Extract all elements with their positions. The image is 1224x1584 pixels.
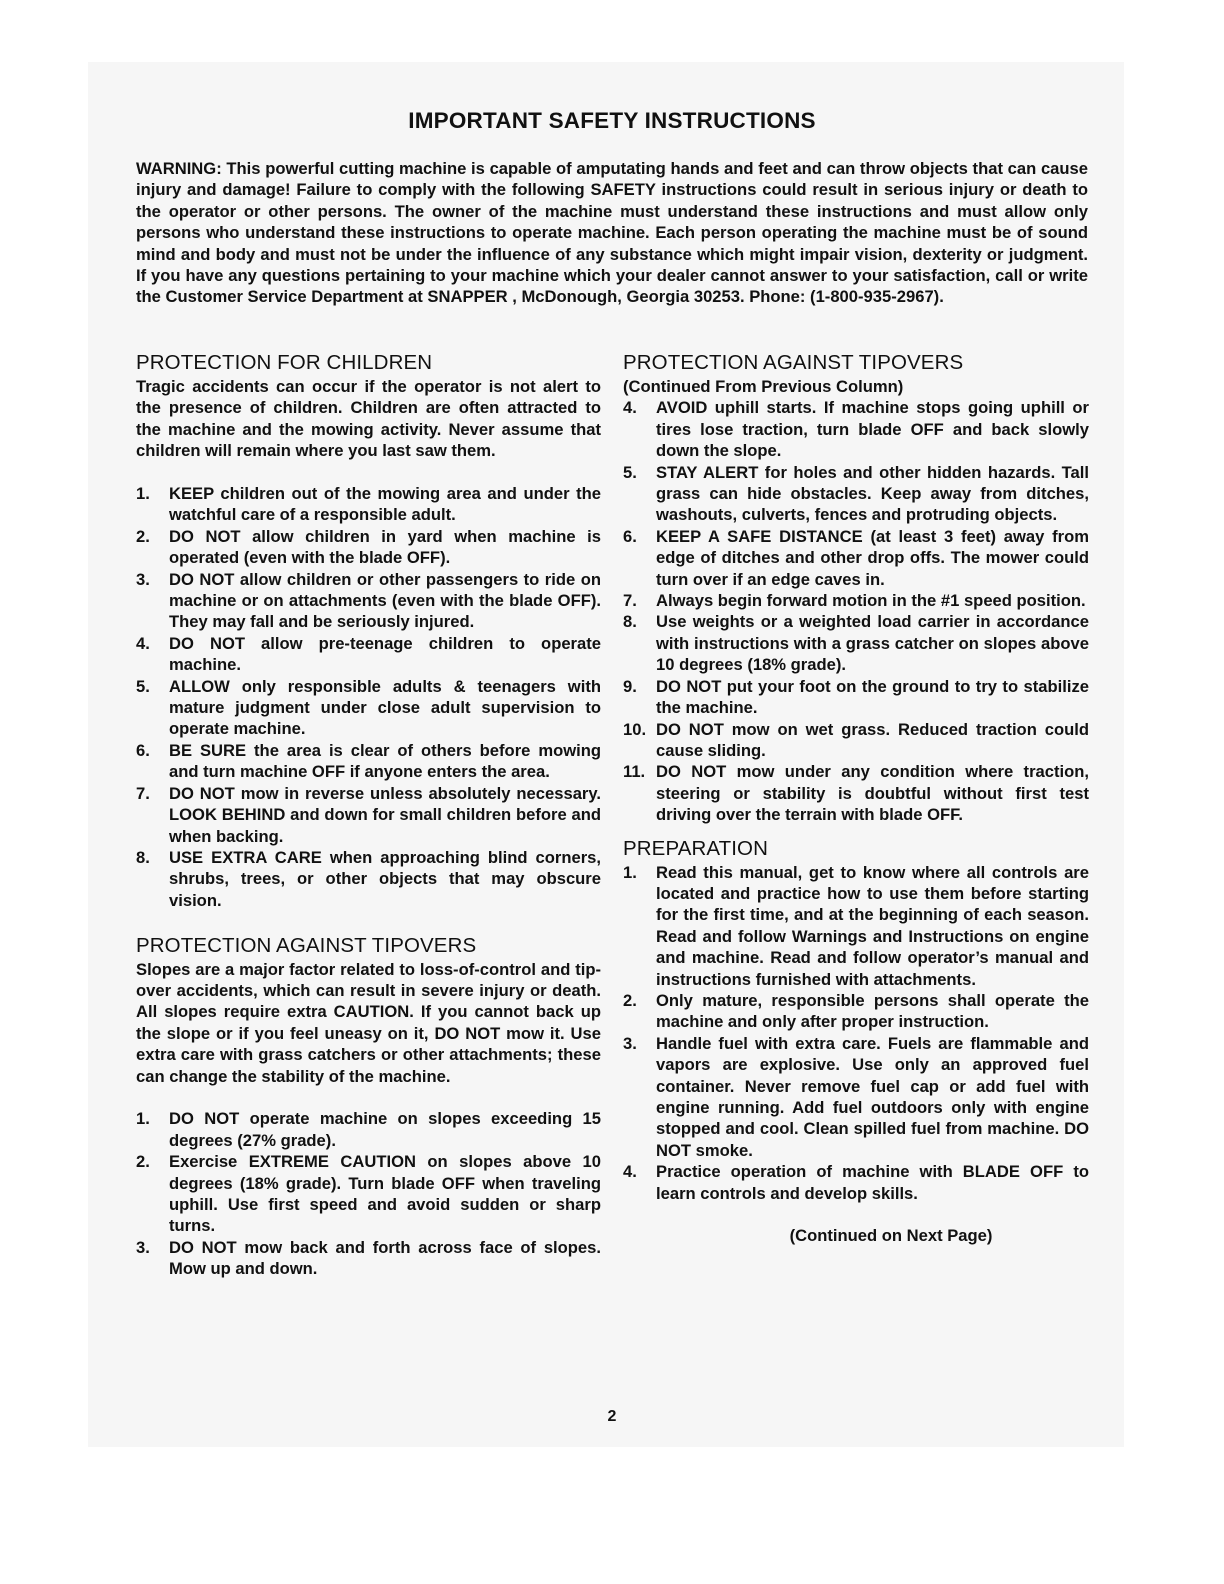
section-heading-tipovers-continued: PROTECTION AGAINST TIPOVERS: [623, 351, 964, 374]
list-item-text: Always begin forward motion in the #1 speed position.: [656, 591, 1086, 611]
list-item-text: STAY ALERT for holes and other hidden hazards. Tall grass can hide obstacles. Keep away from ditches, washouts, culverts, fences and protruding objects.: [656, 462, 1089, 525]
list-item: [623, 590, 1089, 611]
list-item: [623, 1033, 1089, 1161]
list-item: [623, 676, 1089, 719]
list-item-number: 6.: [136, 740, 150, 760]
tipovers-continued-note: (Continued From Previous Column): [623, 377, 904, 396]
list-item: [136, 1108, 601, 1151]
list-item-text: Handle fuel with extra care. Fuels are flammable and vapors are explosive. Use only an approved fuel container. Never remove fuel cap or add fuel with engine running. Add fuel outdoors only with engine stopped and cool. Clean spilled fuel from machine. DO NOT smoke.: [656, 1033, 1089, 1160]
list-item: [136, 740, 601, 783]
list-item-number: 4.: [136, 633, 150, 653]
list-item-number: 10.: [623, 719, 647, 739]
list-item-number: 4.: [623, 1162, 637, 1182]
list-item-text: DO NOT allow children in yard when machine is operated (even with the blade OFF).: [169, 526, 601, 568]
list-item-text: DO NOT mow in reverse unless absolutely necessary. LOOK BEHIND and down for small children before and when backing.: [169, 783, 601, 846]
list-item-text: DO NOT mow back and forth across face of slopes. Mow up and down.: [169, 1237, 601, 1279]
list-item-text: AVOID uphill starts. If machine stops going uphill or tires lose traction, turn blade OFF and back slowly down the slope.: [656, 398, 1089, 461]
tipovers-list: [136, 1108, 601, 1279]
list-item-number: 4.: [623, 398, 637, 418]
list-item-text: DO NOT operate machine on slopes exceeding 15 degrees (27% grade).: [169, 1109, 601, 1150]
list-item-text: DO NOT mow on wet grass. Reduced traction could cause sliding.: [656, 719, 1089, 760]
list-item: [136, 633, 601, 676]
list-item-text: ALLOW only responsible adults & teenagers with mature judgment under close adult supervision to operate machine.: [169, 676, 601, 739]
list-item-number: 5.: [136, 676, 150, 696]
list-item-number: 3.: [136, 1237, 150, 1257]
continued-next-page-note: (Continued on Next Page): [789, 1226, 993, 1246]
list-item-text: Use weights or a weighted load carrier in accordance with instructions with a grass catcher on slopes above 10 degrees (18% grade).: [656, 612, 1089, 675]
list-item-number: 8.: [623, 612, 637, 632]
section-heading-tipovers: PROTECTION AGAINST TIPOVERS: [136, 933, 477, 957]
list-item: [623, 526, 1089, 590]
list-item-number: 6.: [623, 526, 637, 546]
list-item-number: 1.: [136, 1109, 150, 1129]
page-number: 2: [607, 1408, 617, 1425]
children-list: [136, 483, 601, 911]
list-item-number: 9.: [623, 676, 637, 696]
right-column: [623, 350, 1089, 1247]
list-item-number: 7.: [623, 591, 637, 611]
list-item: [136, 569, 601, 633]
list-item-text: KEEP children out of the mowing area and under the watchful care of a responsible adult.: [169, 484, 601, 525]
warning-paragraph: WARNING: This powerful cutting machine is capable of amputating hands and feet and can throw objects that can cause injury and damage! Failure to comply with the following SAFETY instructions could result in serious injury or death to the operator or other persons. The owner of the machine must understand these instructions and must allow only persons who understand these instructions to operate machine. Each person operating the machine must be of sound mind and body and must not be under the influence of any substance which might impair vision, dexterity or judgment. If you have any questions pertaining to your machine which your dealer cannot answer to your satisfaction, call or write the Customer Service Department at SNAPPER , McDonough, Georgia 30253. Phone: (1-800-935-2967).: [136, 159, 1088, 307]
list-item-number: 1.: [623, 862, 637, 882]
list-item-text: DO NOT allow pre-teenage children to operate machine.: [169, 633, 601, 675]
tipovers-intro: Slopes are a major factor related to loss-of-control and tip-over accidents, which can result in severe injury or death. All slopes require extra CAUTION. If you cannot back up the slope or if you feel uneasy on it, DO NOT mow it. Use extra care with grass catchers or other attachments; these can change the stability of the machine.: [136, 959, 601, 1086]
list-item: [623, 761, 1089, 825]
list-item-text: DO NOT put your foot on the ground to try to stabilize the machine.: [656, 676, 1089, 718]
children-intro: Tragic accidents can occur if the operator is not alert to the presence of children. Children are often attracted to the machine and the mowing activity. Never assume that children will remain where you last saw them.: [136, 377, 601, 461]
list-item-number: 2.: [136, 1152, 150, 1172]
list-item: [136, 783, 601, 847]
list-item-number: 2.: [623, 990, 637, 1010]
list-item: [623, 1161, 1089, 1204]
page-title: IMPORTANT SAFETY INSTRUCTIONS: [408, 108, 816, 133]
list-item-text: DO NOT mow under any condition where traction, steering or stability is doubtful without first test driving over the terrain with blade OFF.: [656, 762, 1089, 825]
list-item: [623, 990, 1089, 1033]
list-item: [136, 1237, 601, 1280]
list-item: [623, 719, 1089, 762]
list-item: [623, 862, 1089, 990]
preparation-list: [623, 862, 1089, 1205]
list-item-text: Practice operation of machine with BLADE OFF to learn controls and develop skills.: [656, 1162, 1089, 1203]
list-item-number: 1.: [136, 484, 150, 504]
list-item-number: 11.: [623, 762, 646, 782]
list-item-text: KEEP A SAFE DISTANCE (at least 3 feet) away from edge of ditches and other drop offs. The mower could turn over if an edge caves in.: [656, 526, 1089, 589]
list-item-text: Exercise EXTREME CAUTION on slopes above 10 degrees (18% grade). Turn blade OFF when traveling uphill. Use first speed and avoid sudden or sharp turns.: [169, 1152, 601, 1236]
section-heading-preparation: PREPARATION: [623, 836, 769, 860]
list-item-text: Read this manual, get to know where all controls are located and practice how to use them before starting for the first time, and at the beginning of each season. Read and follow Warnings and Instructions on engine and machine. Read and follow operator’s manual and instructions furnished with attachments.: [656, 862, 1089, 989]
list-item-number: 3.: [136, 569, 150, 589]
list-item-number: 2.: [136, 526, 150, 546]
list-item: [623, 462, 1089, 526]
section-heading-children: PROTECTION FOR CHILDREN: [136, 351, 433, 374]
list-item: [136, 847, 601, 911]
left-column: [136, 350, 601, 1280]
list-item: [136, 526, 601, 569]
list-item-number: 8.: [136, 847, 150, 867]
list-item-text: BE SURE the area is clear of others before mowing and turn machine OFF if anyone enters the area.: [169, 740, 601, 782]
list-item: [623, 397, 1089, 461]
list-item-text: USE EXTRA CARE when approaching blind corners, shrubs, trees, or other objects that may obscure vision.: [169, 847, 601, 910]
tipovers-continued-list: [623, 397, 1089, 825]
list-item-number: 5.: [623, 462, 637, 482]
list-item-number: 7.: [136, 783, 150, 803]
list-item: [136, 676, 601, 740]
list-item: [136, 1151, 601, 1237]
list-item-text: DO NOT allow children or other passengers to ride on machine or on attachments (even with the blade OFF). They may fall and be seriously injured.: [169, 569, 601, 632]
list-item: [136, 483, 601, 526]
list-item-text: Only mature, responsible persons shall operate the machine and only after proper instruction.: [656, 990, 1089, 1032]
list-item: [623, 611, 1089, 675]
list-item-number: 3.: [623, 1033, 637, 1053]
